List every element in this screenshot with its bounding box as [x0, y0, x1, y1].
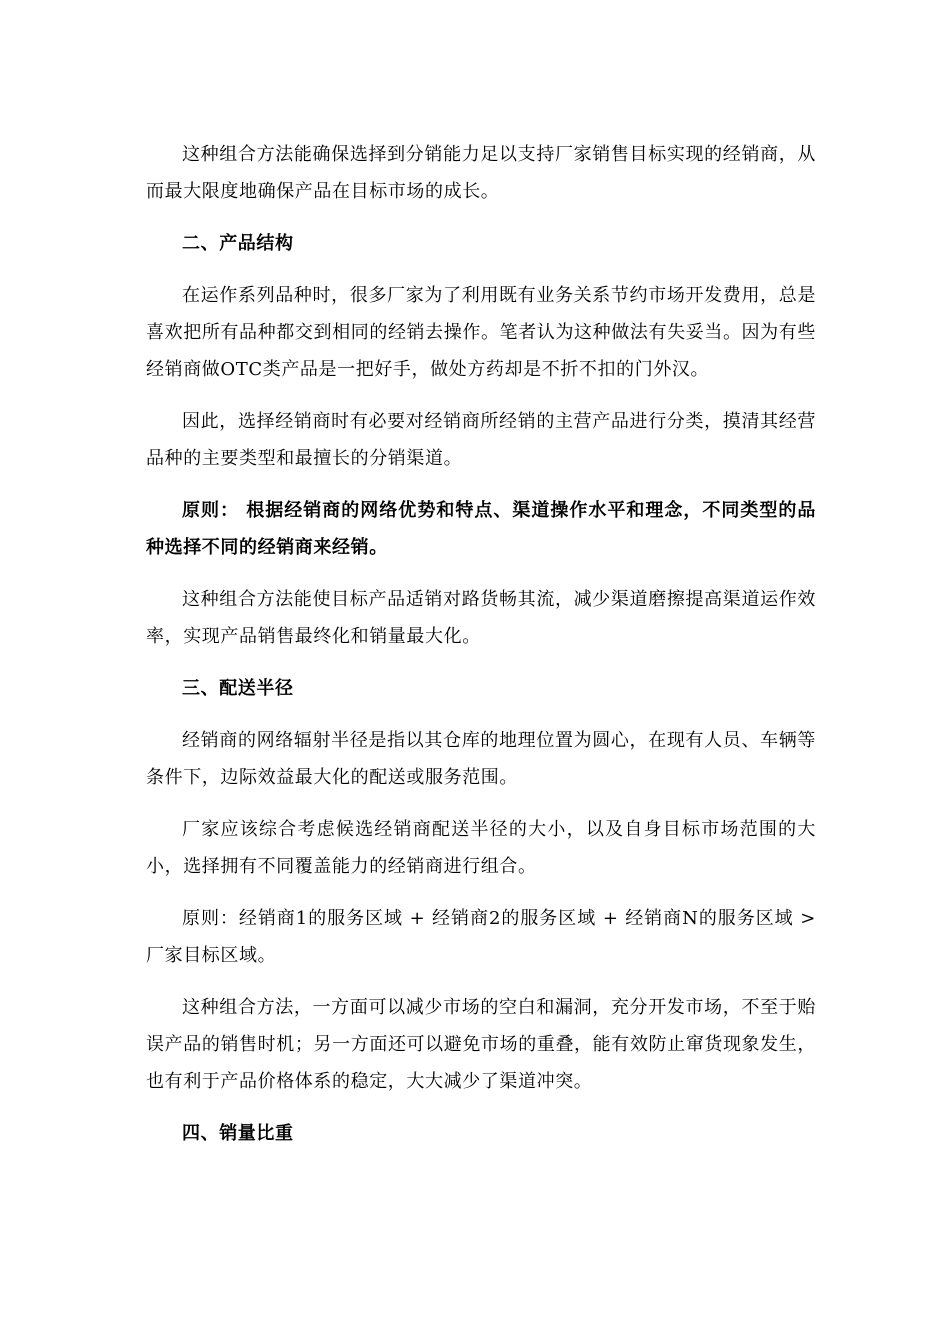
paragraph-delivery-combination-benefit: 这种组合方法，一方面可以减少市场的空白和漏洞，充分开发市场，不至于贻误产品的销售时机；另一方面还可以避免市场的重叠，能有效防止窜货现象发生，也有利于产品价格体系的稳定，大大减少了渠道冲突。	[146, 997, 816, 1092]
paragraph-product-combination-benefit: 这种组合方法能使目标产品适销对路货畅其流，减少渠道磨擦提高渠道运作效率，实现产品销售最终化和销量最大化。	[146, 589, 816, 647]
paragraph-principle-product: 原则： 根据经销商的网络优势和特点、渠道操作水平和理念，不同类型的品种选择不同的经销商来经销。	[146, 500, 816, 558]
paragraph-combination-conclusion: 这种组合方法能确保选择到分销能力足以支持厂家销售目标实现的经销商，从而最大限度地确保产品在目标市场的成长。	[146, 144, 816, 202]
section-heading-delivery-radius: 三、配送半径	[182, 678, 294, 699]
paragraph-delivery-radius-definition: 经销商的网络辐射半径是指以其仓库的地理位置为圆心，在现有人员、车辆等条件下，边际效益最大化的配送或服务范围。	[146, 730, 816, 788]
paragraph-delivery-radius-selection: 厂家应该综合考虑候选经销商配送半径的大小，以及自身目标市场范围的大小，选择拥有不同覆盖能力的经销商进行组合。	[146, 819, 816, 877]
paragraph-principle-delivery: 原则：经销商1的服务区域 + 经销商2的服务区域 + 经销商N的服务区域 > 厂家目标区域。	[146, 908, 816, 966]
document-body	[146, 136, 816, 1152]
paragraph-product-structure-intro: 在运作系列品种时，很多厂家为了利用既有业务关系节约市场开发费用，总是喜欢把所有品种都交到相同的经销去操作。笔者认为这种做法有失妥当。因为有些经销商做OTC类产品是一把好手，做处方药却是不折不扣的门外汉。	[146, 285, 816, 380]
section-heading-sales-weight: 四、销量比重	[182, 1123, 294, 1144]
section-heading-product-structure: 二、产品结构	[182, 233, 294, 254]
paragraph-product-classification: 因此，选择经销商时有必要对经销商所经销的主营产品进行分类，摸清其经营品种的主要类型和最擅长的分销渠道。	[146, 411, 816, 469]
